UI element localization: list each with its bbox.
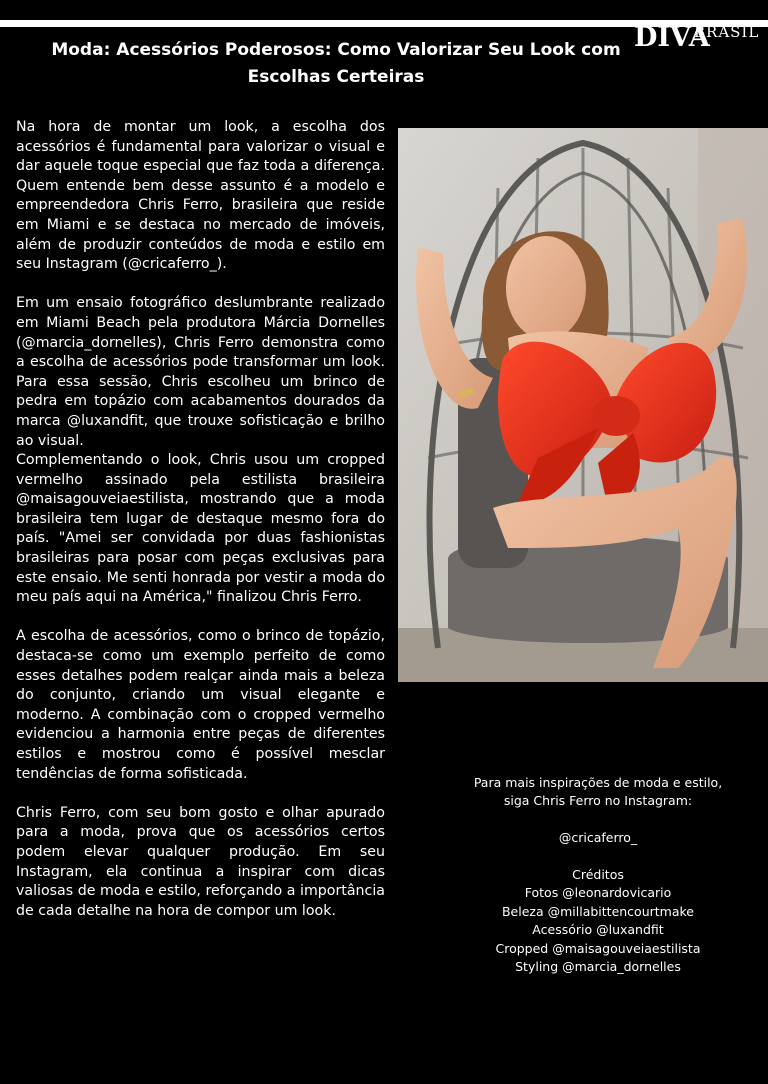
credit-beauty: Beleza @millabittencourtmake: [501, 903, 694, 919]
sidebar-intro-line-1: Para mais inspirações de moda e estilo,: [473, 775, 723, 790]
credit-photos: Fotos @leonardovicario: [524, 885, 672, 901]
sidebar-intro-line-2: siga Chris Ferro no Instagram:: [503, 793, 693, 809]
credit-cropped: Cropped @maisagouveiaestilista: [495, 940, 701, 956]
instagram-handle: @cricaferro_: [558, 830, 638, 846]
credit-styling: Styling @marcia_dornelles: [515, 959, 681, 975]
article-paragraph-4: A escolha de acessórios, como o brinco de topázio, destaca-se como um exemplo perfeito de como esses detalhes podem realçar ainda mais a beleza do conjunto, criando um visual elegante e moderno. A combinação com o cropped vermelho evidenciou a harmonia entre peças de diferentes estilos e mostrou como é possível mesclar tendências de forma sofisticada.: [16, 628, 385, 782]
credits-heading: Créditos: [572, 867, 624, 882]
article-photo: [398, 128, 768, 682]
credit-accessory: Acessório @luxandfit: [532, 922, 664, 938]
sidebar-info: [448, 774, 748, 976]
article-paragraph-3: Complementando o look, Chris usou um cropped vermelho assinado pela estilista brasileira @maisagouveiaestilista, mostrando que a moda brasileira tem lugar de destaque mesmo fora do país. "Amei ser convidada por duas fashionistas brasileiras para posar com peças exclusivas para este ensaio. Me senti honrada por vestir a moda do meu país aqui na América," finalizou Chris Ferro.: [16, 452, 385, 606]
article-paragraph-5: Chris Ferro, com seu bom gosto e olhar apurado para a moda, prova que os acessórios certos podem elevar qualquer produção. Em seu Instagram, ela continua a inspirar com dicas valiosas de moda e estilo, reforçando a importância de cada detalhe na hora de compor um look.: [16, 804, 385, 919]
article-paragraph-1: Na hora de montar um look, a escolha dos acessórios é fundamental para valorizar o visual e dar aquele toque especial que faz toda a diferença. Quem entende bem desse assunto é a modelo e empreendedora Chris Ferro, brasileira que reside em Miami e se destaca no mercado de imóveis, além de produzir conteúdos de moda e estilo em seu Instagram (@cricaferro_).: [16, 119, 385, 273]
article-title: Moda: Acessórios Poderosos: Como Valorizar Seu Look com Escolhas Certeiras: [51, 40, 621, 87]
photo-illustration: [398, 128, 768, 682]
article-paragraph-2: Em um ensaio fotográfico deslumbrante realizado em Miami Beach pela produtora Márcia Dornelles (@marcia_dornelles), Chris Ferro demonstra como a escolha de acessórios pode transformar um look. Para essa sessão, Chris escolheu um brinco de pedra em topázio com acabamentos dourados da marca @luxandfit, que trouxe sofisticação e brilho ao visual.: [16, 295, 385, 449]
article-body: [16, 118, 385, 921]
brand-name-primary: DIVA: [634, 22, 710, 53]
face: [506, 236, 586, 340]
brand-name-secondary: BRASIL: [694, 23, 760, 41]
